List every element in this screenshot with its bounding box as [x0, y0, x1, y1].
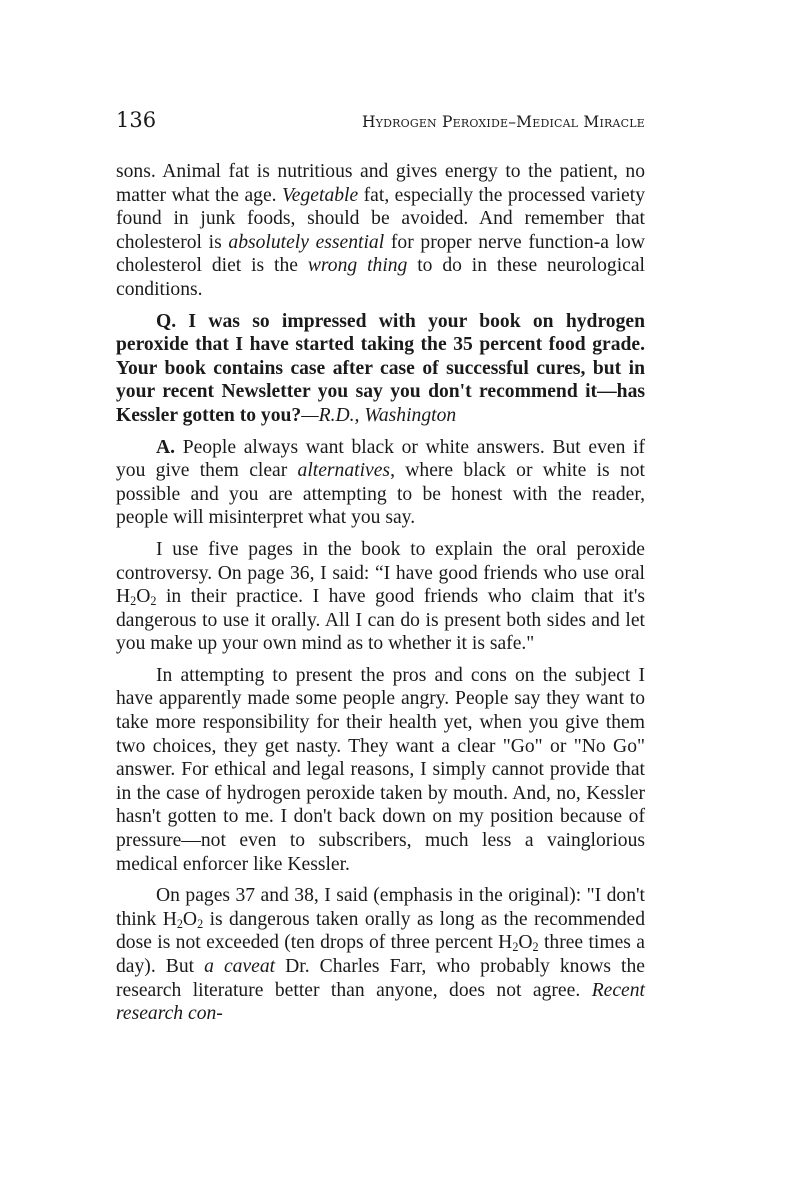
paragraph-1: sons. Animal fat is nutritious and gives energy to the patient, no matter what the age. Vegetable fat, especially the processed variety found in junk foods, should be avoided. And remember that cholesterol is absolutely essential for proper nerve function-a low cholesterol diet is the wrong thing to do in these neurological conditions.: [116, 161, 645, 300]
paragraph-6: On pages 37 and 38, I said (emphasis in the original): "I don't think $H_2O_2$ is dangerous taken orally as long as the recommended dose is not exceeded (ten drops of three percent $H_2O_2$ three times a day). But a caveat Dr. Charles Farr, who probably knows the research literature better than anyone, does not agree. Recent research con-: [116, 885, 645, 1025]
question-attribution: —R.D., Washington: [301, 404, 457, 426]
paragraph-4: I use five pages in the book to explain the oral peroxide controversy. On page 36, I said: “I have good friends who use oral $H_2O_2$ in their practice. I have good friends who claim that it's dangerous to use it orally. All I can do is present both sides and let you make up your own mind as to whether it is safe.": [116, 538, 645, 655]
reader-question: Q. I was so impressed with your book on hydrogen peroxide that I have started taking the 35 percent food grade. Your book contains case after case of successful cures, but in your recent Newsletter you say you don't recommend it—has Kessler gotten to you?—R.D., Washington: [116, 310, 645, 426]
paragraph-5: In attempting to present the pros and cons on the subject I have apparently made some people angry. People say they want to take more responsibility for their health yet, when you give them two choices, they get nasty. They want a clear "Go" or "No Go" answer. For ethical and legal reasons, I simply cannot provide that in the case of hydrogen peroxide taken by mouth. And, no, Kessler hasn't gotten to me. I don't back down on my position because of pressure—not even to subscribers, much less a vainglorious medical enforcer like Kessler.: [116, 664, 645, 875]
answer-label: A.: [156, 436, 176, 458]
answer-paragraph: A. People always want black or white answers. But even if you give them clear alternatives, where black or white is not possible and you are attempting to be honest with the reader, people will misinterpret what you say.: [116, 436, 645, 529]
page-number: 136: [116, 108, 157, 132]
running-head: [116, 108, 645, 132]
body-text: [116, 160, 645, 1026]
book-title: Hydrogen Peroxide–Medical Miracle: [361, 113, 645, 131]
